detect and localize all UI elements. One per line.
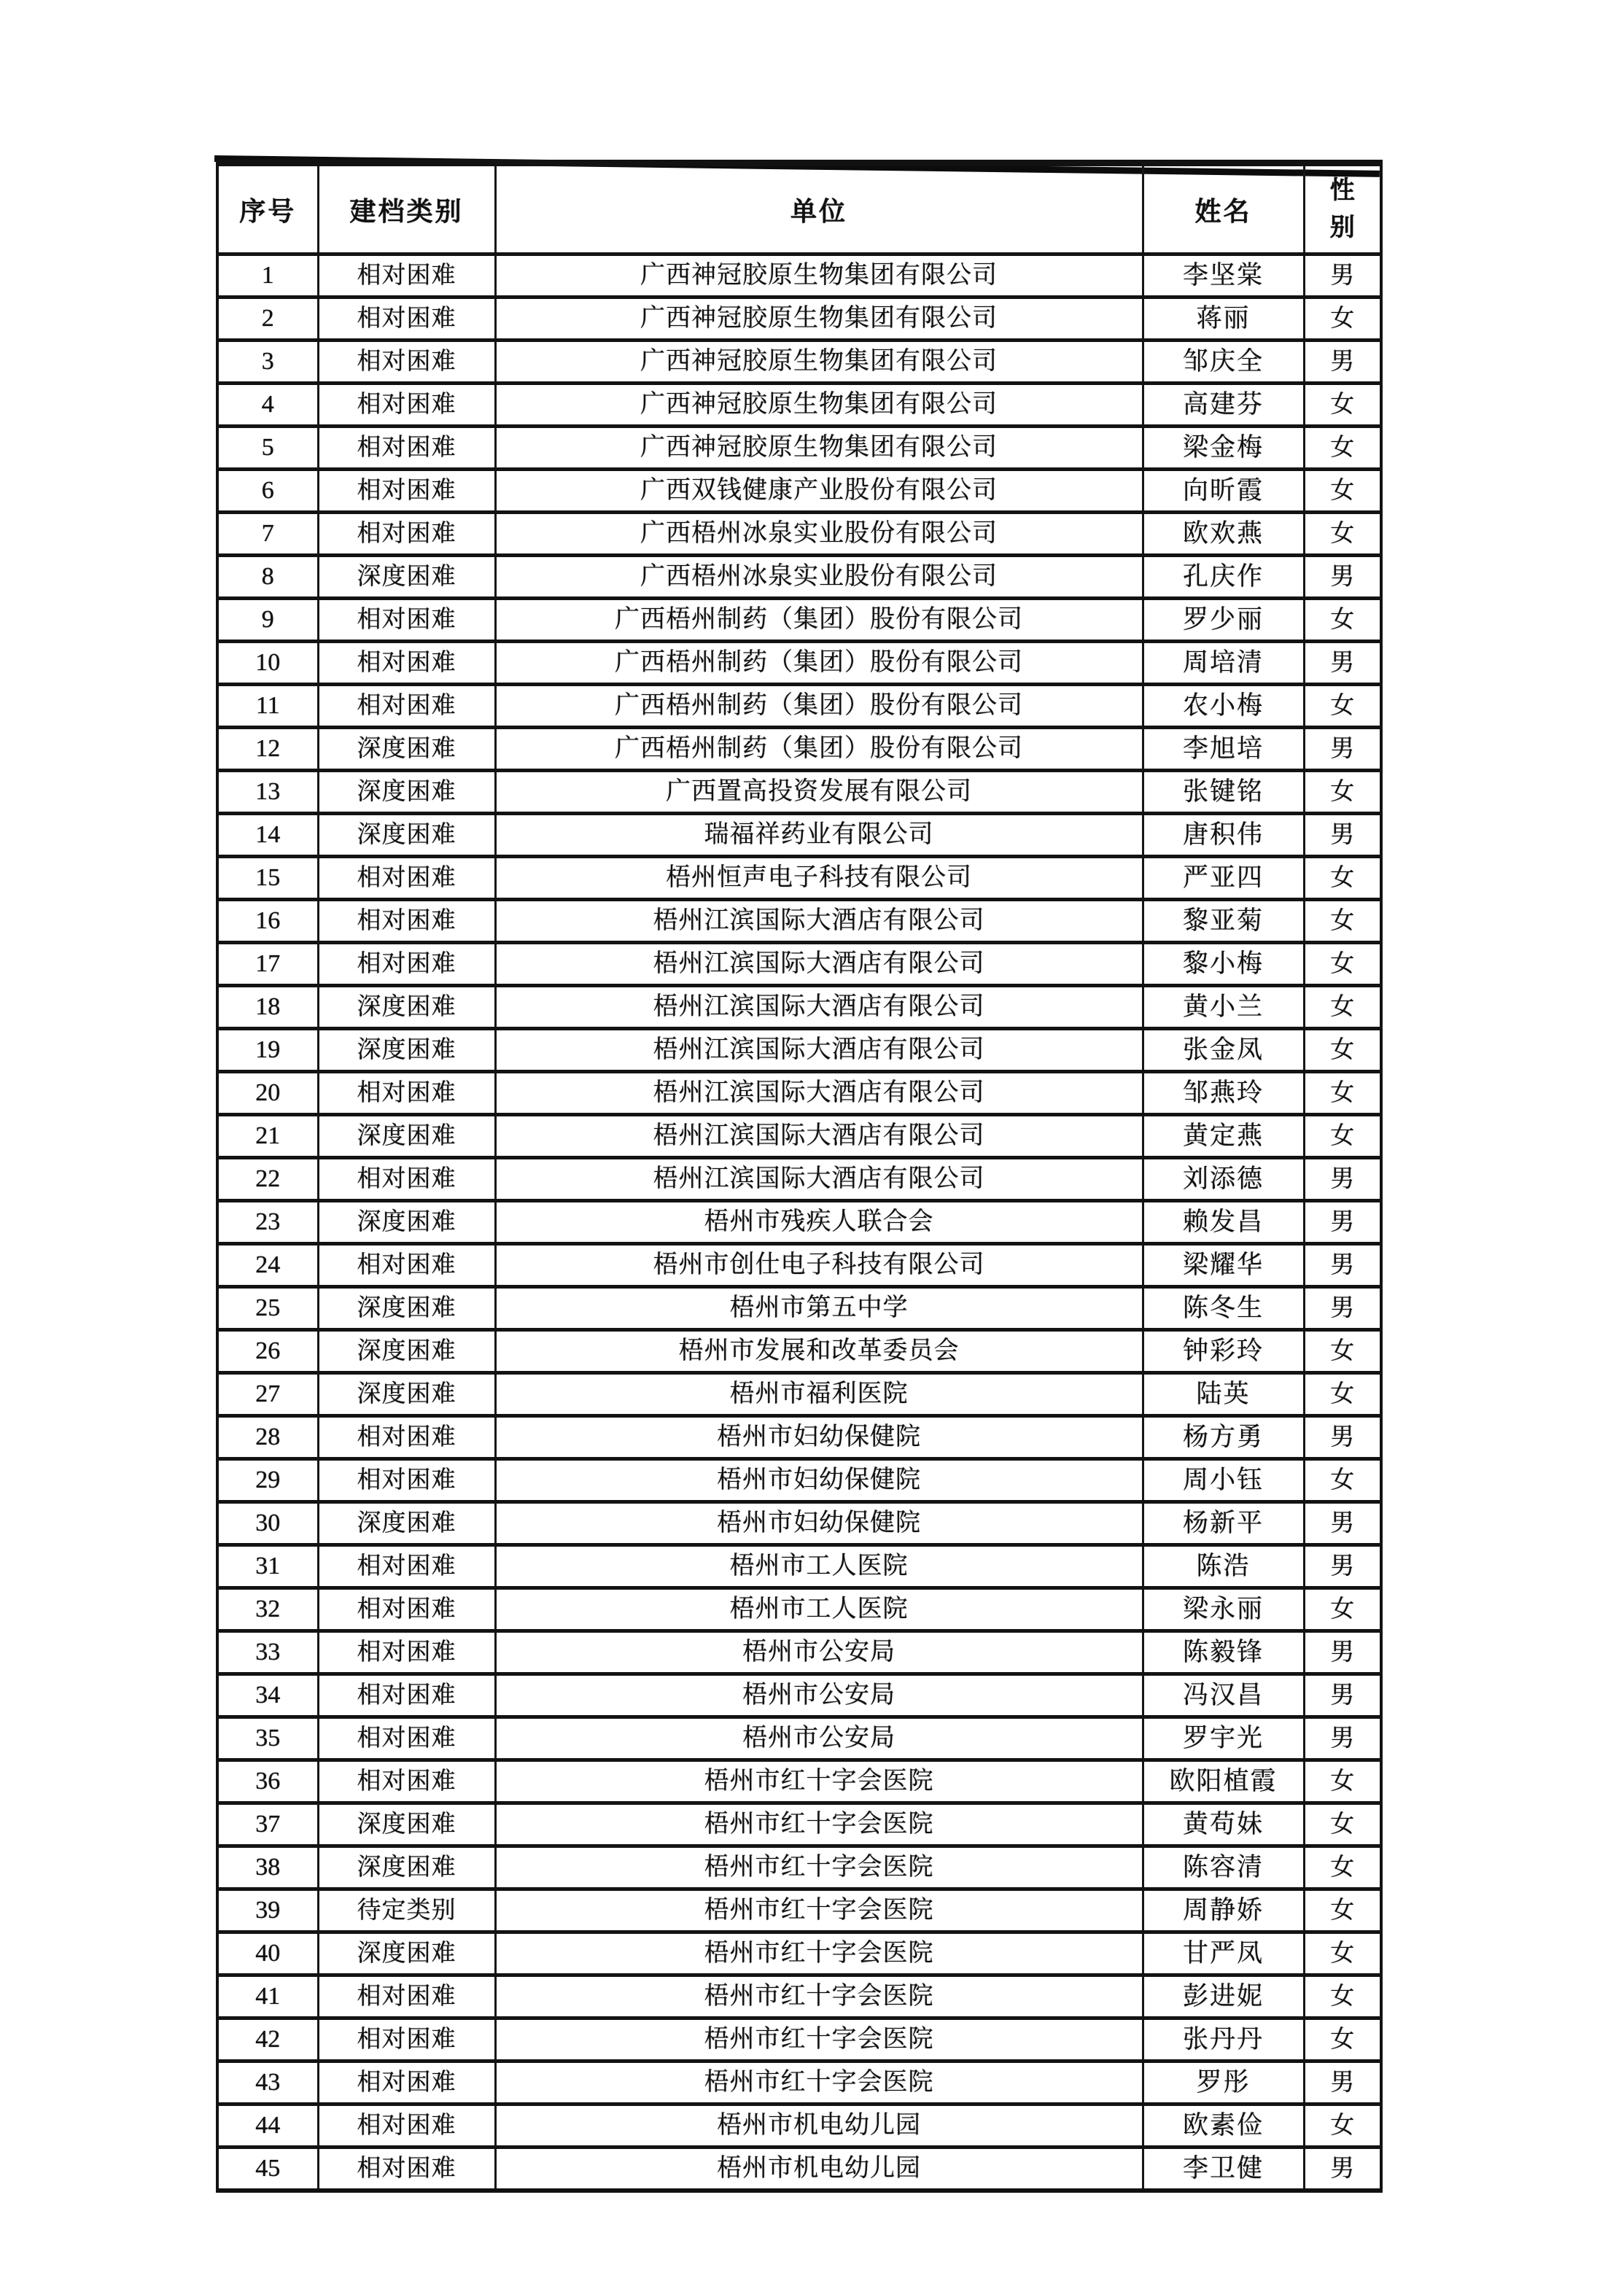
table-row bbox=[217, 1975, 1381, 2018]
gender-cell: 男 bbox=[1304, 556, 1381, 599]
gender-cell: 男 bbox=[1304, 728, 1381, 771]
row-index-cell: 33 bbox=[217, 1631, 318, 1674]
header-gender bbox=[1304, 163, 1381, 254]
name-cell: 邹庆全 bbox=[1143, 341, 1304, 384]
unit-cell: 梧州市公安局 bbox=[495, 1631, 1143, 1674]
gender-cell: 女 bbox=[1304, 771, 1381, 814]
table-row bbox=[217, 556, 1381, 599]
name-cell: 黄定燕 bbox=[1143, 1115, 1304, 1158]
gender-cell: 女 bbox=[1304, 427, 1381, 470]
gender-cell: 女 bbox=[1304, 1115, 1381, 1158]
table-row bbox=[217, 1717, 1381, 1760]
row-index-cell: 27 bbox=[217, 1373, 318, 1416]
name-cell: 周培清 bbox=[1143, 642, 1304, 685]
table-row bbox=[217, 599, 1381, 642]
unit-cell: 梧州市红十字会医院 bbox=[495, 1803, 1143, 1846]
unit-cell: 梧州江滨国际大酒店有限公司 bbox=[495, 943, 1143, 986]
unit-cell: 梧州江滨国际大酒店有限公司 bbox=[495, 1115, 1143, 1158]
category-cell: 相对困难 bbox=[318, 685, 495, 728]
category-cell: 相对困难 bbox=[318, 2148, 495, 2191]
header-unit: 单位 bbox=[495, 163, 1143, 254]
table-row bbox=[217, 1201, 1381, 1244]
gender-cell: 女 bbox=[1304, 470, 1381, 513]
category-cell: 相对困难 bbox=[318, 599, 495, 642]
gender-cell: 男 bbox=[1304, 2148, 1381, 2191]
row-index-cell: 1 bbox=[217, 254, 318, 298]
unit-cell: 梧州市红十字会医院 bbox=[495, 2018, 1143, 2061]
category-cell: 相对困难 bbox=[318, 2018, 495, 2061]
name-cell: 周小钰 bbox=[1143, 1459, 1304, 1502]
category-cell: 深度困难 bbox=[318, 1029, 495, 1072]
unit-cell: 梧州市公安局 bbox=[495, 1674, 1143, 1717]
category-cell: 相对困难 bbox=[318, 1158, 495, 1201]
unit-cell: 梧州市发展和改革委员会 bbox=[495, 1330, 1143, 1373]
unit-cell: 广西置高投资发展有限公司 bbox=[495, 771, 1143, 814]
category-cell: 深度困难 bbox=[318, 1502, 495, 1545]
gender-cell: 女 bbox=[1304, 1459, 1381, 1502]
gender-cell: 男 bbox=[1304, 2061, 1381, 2105]
gender-cell: 男 bbox=[1304, 1674, 1381, 1717]
category-cell: 深度困难 bbox=[318, 1115, 495, 1158]
gender-cell: 女 bbox=[1304, 2105, 1381, 2148]
name-cell: 蒋丽 bbox=[1143, 298, 1304, 341]
table-row bbox=[217, 1029, 1381, 1072]
name-cell: 张丹丹 bbox=[1143, 2018, 1304, 2061]
table-row bbox=[217, 2105, 1381, 2148]
gender-cell: 男 bbox=[1304, 1201, 1381, 1244]
unit-cell: 梧州市机电幼儿园 bbox=[495, 2105, 1143, 2148]
table-row bbox=[217, 1459, 1381, 1502]
header-category: 建档类别 bbox=[318, 163, 495, 254]
unit-cell: 梧州恒声电子科技有限公司 bbox=[495, 857, 1143, 900]
unit-cell: 广西神冠胶原生物集团有限公司 bbox=[495, 298, 1143, 341]
row-index-cell: 32 bbox=[217, 1588, 318, 1631]
table-row bbox=[217, 900, 1381, 943]
category-cell: 深度困难 bbox=[318, 1373, 495, 1416]
category-cell: 相对困难 bbox=[318, 1545, 495, 1588]
category-cell: 深度困难 bbox=[318, 771, 495, 814]
gender-cell: 女 bbox=[1304, 1588, 1381, 1631]
table-row bbox=[217, 2061, 1381, 2105]
name-cell: 黄小兰 bbox=[1143, 986, 1304, 1029]
gender-cell: 女 bbox=[1304, 1803, 1381, 1846]
unit-cell: 梧州江滨国际大酒店有限公司 bbox=[495, 986, 1143, 1029]
table-row bbox=[217, 1846, 1381, 1889]
unit-cell: 梧州市创仕电子科技有限公司 bbox=[495, 1244, 1143, 1287]
row-index-cell: 19 bbox=[217, 1029, 318, 1072]
name-cell: 赖发昌 bbox=[1143, 1201, 1304, 1244]
name-cell: 李坚棠 bbox=[1143, 254, 1304, 298]
category-cell: 相对困难 bbox=[318, 642, 495, 685]
name-cell: 陈冬生 bbox=[1143, 1287, 1304, 1330]
name-cell: 杨新平 bbox=[1143, 1502, 1304, 1545]
table-row bbox=[217, 384, 1381, 427]
row-index-cell: 45 bbox=[217, 2148, 318, 2191]
gender-cell: 女 bbox=[1304, 513, 1381, 556]
row-index-cell: 31 bbox=[217, 1545, 318, 1588]
category-cell: 深度困难 bbox=[318, 814, 495, 857]
name-cell: 梁耀华 bbox=[1143, 1244, 1304, 1287]
name-cell: 罗宇光 bbox=[1143, 1717, 1304, 1760]
category-cell: 深度困难 bbox=[318, 556, 495, 599]
name-cell: 向昕霞 bbox=[1143, 470, 1304, 513]
unit-cell: 梧州市红十字会医院 bbox=[495, 2061, 1143, 2105]
gender-cell: 女 bbox=[1304, 1846, 1381, 1889]
gender-cell: 女 bbox=[1304, 943, 1381, 986]
row-index-cell: 22 bbox=[217, 1158, 318, 1201]
category-cell: 相对困难 bbox=[318, 857, 495, 900]
unit-cell: 广西梧州冰泉实业股份有限公司 bbox=[495, 556, 1143, 599]
table-row bbox=[217, 771, 1381, 814]
name-cell: 孔庆作 bbox=[1143, 556, 1304, 599]
category-cell: 相对困难 bbox=[318, 1588, 495, 1631]
row-index-cell: 37 bbox=[217, 1803, 318, 1846]
row-index-cell: 40 bbox=[217, 1932, 318, 1975]
name-cell: 李卫健 bbox=[1143, 2148, 1304, 2191]
row-index-cell: 42 bbox=[217, 2018, 318, 2061]
unit-cell: 梧州市机电幼儿园 bbox=[495, 2148, 1143, 2191]
category-cell: 待定类别 bbox=[318, 1889, 495, 1932]
row-index-cell: 21 bbox=[217, 1115, 318, 1158]
row-index-cell: 16 bbox=[217, 900, 318, 943]
unit-cell: 广西梧州制药（集团）股份有限公司 bbox=[495, 685, 1143, 728]
row-index-cell: 39 bbox=[217, 1889, 318, 1932]
row-index-cell: 8 bbox=[217, 556, 318, 599]
name-cell: 罗彤 bbox=[1143, 2061, 1304, 2105]
gender-cell: 男 bbox=[1304, 341, 1381, 384]
gender-cell: 男 bbox=[1304, 1717, 1381, 1760]
category-cell: 相对困难 bbox=[318, 1975, 495, 2018]
row-index-cell: 3 bbox=[217, 341, 318, 384]
gender-cell: 女 bbox=[1304, 1932, 1381, 1975]
name-cell: 彭进妮 bbox=[1143, 1975, 1304, 2018]
name-cell: 高建芬 bbox=[1143, 384, 1304, 427]
table-row bbox=[217, 728, 1381, 771]
unit-cell: 梧州市工人医院 bbox=[495, 1545, 1143, 1588]
category-cell: 深度困难 bbox=[318, 1932, 495, 1975]
table-row bbox=[217, 642, 1381, 685]
gender-cell: 男 bbox=[1304, 254, 1381, 298]
table-row bbox=[217, 1674, 1381, 1717]
gender-cell: 女 bbox=[1304, 599, 1381, 642]
name-cell: 陈毅锋 bbox=[1143, 1631, 1304, 1674]
unit-cell: 梧州市第五中学 bbox=[495, 1287, 1143, 1330]
category-cell: 相对困难 bbox=[318, 254, 495, 298]
row-index-cell: 34 bbox=[217, 1674, 318, 1717]
category-cell: 相对困难 bbox=[318, 1717, 495, 1760]
unit-cell: 梧州市红十字会医院 bbox=[495, 1889, 1143, 1932]
category-cell: 相对困难 bbox=[318, 427, 495, 470]
category-cell: 相对困难 bbox=[318, 1674, 495, 1717]
unit-cell: 广西梧州制药（集团）股份有限公司 bbox=[495, 728, 1143, 771]
gender-cell: 女 bbox=[1304, 900, 1381, 943]
table-row bbox=[217, 1158, 1381, 1201]
unit-cell: 梧州市妇幼保健院 bbox=[495, 1502, 1143, 1545]
name-cell: 冯汉昌 bbox=[1143, 1674, 1304, 1717]
unit-cell: 梧州市公安局 bbox=[495, 1717, 1143, 1760]
row-index-cell: 43 bbox=[217, 2061, 318, 2105]
row-index-cell: 29 bbox=[217, 1459, 318, 1502]
row-index-cell: 15 bbox=[217, 857, 318, 900]
category-cell: 相对困难 bbox=[318, 1072, 495, 1115]
table-row bbox=[217, 1545, 1381, 1588]
gender-cell: 男 bbox=[1304, 1287, 1381, 1330]
row-index-cell: 2 bbox=[217, 298, 318, 341]
name-cell: 梁永丽 bbox=[1143, 1588, 1304, 1631]
table-row bbox=[217, 470, 1381, 513]
category-cell: 相对困难 bbox=[318, 384, 495, 427]
name-cell: 黎亚菊 bbox=[1143, 900, 1304, 943]
table-row bbox=[217, 857, 1381, 900]
name-cell: 欧素俭 bbox=[1143, 2105, 1304, 2148]
name-cell: 张键铭 bbox=[1143, 771, 1304, 814]
name-cell: 罗少丽 bbox=[1143, 599, 1304, 642]
row-index-cell: 30 bbox=[217, 1502, 318, 1545]
row-index-cell: 28 bbox=[217, 1416, 318, 1459]
name-cell: 甘严凤 bbox=[1143, 1932, 1304, 1975]
name-cell: 李旭培 bbox=[1143, 728, 1304, 771]
table-row bbox=[217, 986, 1381, 1029]
gender-cell: 女 bbox=[1304, 1029, 1381, 1072]
table-row bbox=[217, 427, 1381, 470]
row-index-cell: 17 bbox=[217, 943, 318, 986]
row-index-cell: 23 bbox=[217, 1201, 318, 1244]
table-row bbox=[217, 685, 1381, 728]
row-index-cell: 26 bbox=[217, 1330, 318, 1373]
category-cell: 深度困难 bbox=[318, 1330, 495, 1373]
table-row bbox=[217, 1502, 1381, 1545]
table-row bbox=[217, 943, 1381, 986]
table-row bbox=[217, 513, 1381, 556]
table-row bbox=[217, 1588, 1381, 1631]
category-cell: 深度困难 bbox=[318, 986, 495, 1029]
unit-cell: 广西神冠胶原生物集团有限公司 bbox=[495, 384, 1143, 427]
category-cell: 相对困难 bbox=[318, 298, 495, 341]
gender-cell: 男 bbox=[1304, 1416, 1381, 1459]
gender-cell: 女 bbox=[1304, 1760, 1381, 1803]
gender-cell: 男 bbox=[1304, 1502, 1381, 1545]
category-cell: 深度困难 bbox=[318, 728, 495, 771]
category-cell: 相对困难 bbox=[318, 943, 495, 986]
table-row bbox=[217, 1244, 1381, 1287]
gender-cell: 男 bbox=[1304, 1631, 1381, 1674]
name-cell: 陈浩 bbox=[1143, 1545, 1304, 1588]
header-row bbox=[217, 163, 1381, 254]
row-index-cell: 18 bbox=[217, 986, 318, 1029]
table-row bbox=[217, 1115, 1381, 1158]
row-index-cell: 41 bbox=[217, 1975, 318, 2018]
unit-cell: 梧州市工人医院 bbox=[495, 1588, 1143, 1631]
unit-cell: 梧州市红十字会医院 bbox=[495, 1760, 1143, 1803]
row-index-cell: 24 bbox=[217, 1244, 318, 1287]
gender-cell: 女 bbox=[1304, 384, 1381, 427]
row-index-cell: 13 bbox=[217, 771, 318, 814]
unit-cell: 梧州市妇幼保健院 bbox=[495, 1416, 1143, 1459]
gender-cell: 男 bbox=[1304, 1244, 1381, 1287]
gender-cell: 女 bbox=[1304, 1330, 1381, 1373]
table-row bbox=[217, 1932, 1381, 1975]
unit-cell: 瑞福祥药业有限公司 bbox=[495, 814, 1143, 857]
table-row bbox=[217, 1760, 1381, 1803]
category-cell: 深度困难 bbox=[318, 1846, 495, 1889]
category-cell: 相对困难 bbox=[318, 2061, 495, 2105]
unit-cell: 广西神冠胶原生物集团有限公司 bbox=[495, 427, 1143, 470]
gender-cell: 男 bbox=[1304, 1158, 1381, 1201]
table-row bbox=[217, 814, 1381, 857]
category-cell: 深度困难 bbox=[318, 1287, 495, 1330]
table-row bbox=[217, 1330, 1381, 1373]
category-cell: 相对困难 bbox=[318, 1760, 495, 1803]
name-cell: 钟彩玲 bbox=[1143, 1330, 1304, 1373]
table-row bbox=[217, 2148, 1381, 2191]
table-row bbox=[217, 1287, 1381, 1330]
name-cell: 陈容清 bbox=[1143, 1846, 1304, 1889]
name-cell: 农小梅 bbox=[1143, 685, 1304, 728]
row-index-cell: 11 bbox=[217, 685, 318, 728]
unit-cell: 广西梧州冰泉实业股份有限公司 bbox=[495, 513, 1143, 556]
row-index-cell: 20 bbox=[217, 1072, 318, 1115]
unit-cell: 广西神冠胶原生物集团有限公司 bbox=[495, 341, 1143, 384]
row-index-cell: 10 bbox=[217, 642, 318, 685]
gender-cell: 女 bbox=[1304, 685, 1381, 728]
unit-cell: 梧州市残疾人联合会 bbox=[495, 1201, 1143, 1244]
row-index-cell: 35 bbox=[217, 1717, 318, 1760]
name-cell: 黄苟妹 bbox=[1143, 1803, 1304, 1846]
name-cell: 严亚四 bbox=[1143, 857, 1304, 900]
category-cell: 相对困难 bbox=[318, 1459, 495, 1502]
row-index-cell: 6 bbox=[217, 470, 318, 513]
unit-cell: 梧州江滨国际大酒店有限公司 bbox=[495, 900, 1143, 943]
name-cell: 梁金梅 bbox=[1143, 427, 1304, 470]
unit-cell: 梧州市妇幼保健院 bbox=[495, 1459, 1143, 1502]
gender-cell: 男 bbox=[1304, 1545, 1381, 1588]
unit-cell: 梧州市福利医院 bbox=[495, 1373, 1143, 1416]
row-index-cell: 4 bbox=[217, 384, 318, 427]
name-cell: 黎小梅 bbox=[1143, 943, 1304, 986]
row-index-cell: 14 bbox=[217, 814, 318, 857]
name-cell: 周静娇 bbox=[1143, 1889, 1304, 1932]
unit-cell: 梧州市红十字会医院 bbox=[495, 1975, 1143, 2018]
gender-cell: 女 bbox=[1304, 986, 1381, 1029]
category-cell: 相对困难 bbox=[318, 2105, 495, 2148]
name-cell: 杨方勇 bbox=[1143, 1416, 1304, 1459]
name-cell: 唐积伟 bbox=[1143, 814, 1304, 857]
name-cell: 张金凤 bbox=[1143, 1029, 1304, 1072]
category-cell: 相对困难 bbox=[318, 900, 495, 943]
category-cell: 深度困难 bbox=[318, 1201, 495, 1244]
table-row bbox=[217, 1416, 1381, 1459]
gender-cell: 男 bbox=[1304, 814, 1381, 857]
row-index-cell: 38 bbox=[217, 1846, 318, 1889]
unit-cell: 梧州市红十字会医院 bbox=[495, 1846, 1143, 1889]
unit-cell: 梧州江滨国际大酒店有限公司 bbox=[495, 1158, 1143, 1201]
unit-cell: 广西梧州制药（集团）股份有限公司 bbox=[495, 599, 1143, 642]
unit-cell: 梧州江滨国际大酒店有限公司 bbox=[495, 1072, 1143, 1115]
row-index-cell: 9 bbox=[217, 599, 318, 642]
category-cell: 相对困难 bbox=[318, 1416, 495, 1459]
row-index-cell: 36 bbox=[217, 1760, 318, 1803]
unit-cell: 广西双钱健康产业股份有限公司 bbox=[495, 470, 1143, 513]
header-index: 序号 bbox=[217, 163, 318, 254]
unit-cell: 广西神冠胶原生物集团有限公司 bbox=[495, 254, 1143, 298]
gender-cell: 女 bbox=[1304, 1889, 1381, 1932]
gender-cell: 女 bbox=[1304, 2018, 1381, 2061]
category-cell: 深度困难 bbox=[318, 1803, 495, 1846]
table-row bbox=[217, 254, 1381, 298]
table-row bbox=[217, 341, 1381, 384]
row-index-cell: 5 bbox=[217, 427, 318, 470]
gender-cell: 女 bbox=[1304, 1072, 1381, 1115]
name-cell: 欧欢燕 bbox=[1143, 513, 1304, 556]
name-cell: 陆英 bbox=[1143, 1373, 1304, 1416]
name-cell: 邹燕玲 bbox=[1143, 1072, 1304, 1115]
gender-cell: 女 bbox=[1304, 857, 1381, 900]
table-row bbox=[217, 298, 1381, 341]
unit-cell: 广西梧州制药（集团）股份有限公司 bbox=[495, 642, 1143, 685]
row-index-cell: 7 bbox=[217, 513, 318, 556]
gender-cell: 女 bbox=[1304, 298, 1381, 341]
row-index-cell: 12 bbox=[217, 728, 318, 771]
table-row bbox=[217, 1803, 1381, 1846]
unit-cell: 梧州江滨国际大酒店有限公司 bbox=[495, 1029, 1143, 1072]
header-gender-label: 性别 bbox=[1329, 177, 1355, 241]
row-index-cell: 44 bbox=[217, 2105, 318, 2148]
table-row bbox=[217, 1373, 1381, 1416]
gender-cell: 女 bbox=[1304, 1975, 1381, 2018]
table-row bbox=[217, 1072, 1381, 1115]
unit-cell: 梧州市红十字会医院 bbox=[495, 1932, 1143, 1975]
table-row bbox=[217, 1889, 1381, 1932]
row-index-cell: 25 bbox=[217, 1287, 318, 1330]
name-cell: 欧阳植霞 bbox=[1143, 1760, 1304, 1803]
category-cell: 相对困难 bbox=[318, 1631, 495, 1674]
category-cell: 相对困难 bbox=[318, 341, 495, 384]
name-cell: 刘添德 bbox=[1143, 1158, 1304, 1201]
roster-table bbox=[216, 160, 1383, 2193]
header-name: 姓名 bbox=[1143, 163, 1304, 254]
gender-cell: 男 bbox=[1304, 642, 1381, 685]
table-row bbox=[217, 2018, 1381, 2061]
category-cell: 相对困难 bbox=[318, 1244, 495, 1287]
category-cell: 相对困难 bbox=[318, 470, 495, 513]
category-cell: 相对困难 bbox=[318, 513, 495, 556]
gender-cell: 女 bbox=[1304, 1373, 1381, 1416]
table-row bbox=[217, 1631, 1381, 1674]
